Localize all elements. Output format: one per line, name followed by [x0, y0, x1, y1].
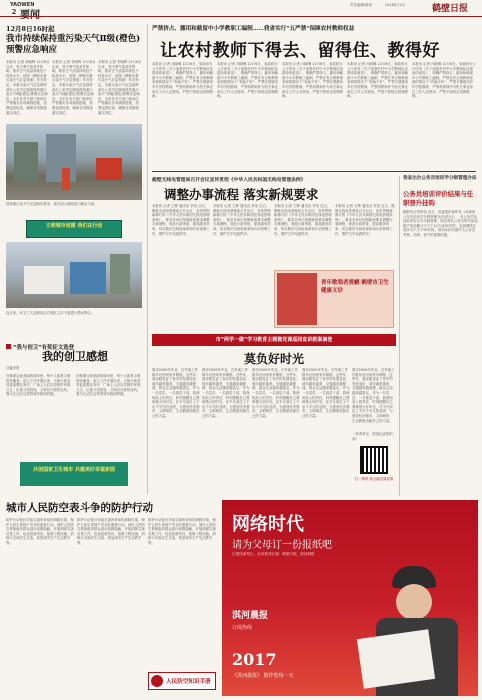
creation-body-col1: 在鹤壁这座美丽的城市里，每个人都是文明的传播者。创卫工作开展以来，大街小巷变得更加整洁有序，广场上人们自觉维护环境卫生，垃圾分类投放，文明出行蔚然成风。我为生活在这样的城市感到骄傲。 [6, 374, 71, 397]
haze-body-col2: 本报讯 记者 李晓辉 12月8日以来，受不利气象条件影响，我市空气质量持续处于较差水平。按照《鹤壁市重污染天气应急预案》有关规定，市重污染天气应急指挥部办公室决定继续保持重污染天气Ⅱ级(橙色)预警应急响应。全市各有关部门和单位严格落实各项减排措施，加强巡查检查，确保各项措施落实到位。 [52, 60, 96, 115]
feature-body-col4: 我市2009年毕业，在外地工作数年后回到家乡鹤壁。这些年，我亲眼见证了家乡的发展变化：城市越来越美，交通越来越便捷，群众生活越来越富足。作为一名党员、一名基层干部，我深知肩上的责任，时刻提醒自己要珍惜大好时光，在平凡岗位上干出不平凡的业绩，为建设经济强市、文明城市、生态鹤壁贡献自己的力量。 [302, 368, 350, 418]
ad-subtitle: 请为父母订一份报纸吧 [232, 540, 332, 551]
rural-body-col4: 本报讯 记者 闫晓琳 12月6日，省政府办公厅印发《关于加强乡村中小学教师队伍建设的意见》，明确严禁挤占、挪用和截留中小学教职工编制，严禁在有合格教师来源的情况下“有编不补”，严禁长期借用乡村学校教师，严禁将教师作为机关事业单位工作人员使用，严禁不按规定招聘教师。 [347, 62, 409, 99]
ad-photo-elderly-reader [352, 560, 478, 696]
radio-body-col2: 本报讯 记者 王辉 通讯员 李莹 近日，鹤壁无线电管理局召开会议，宣传贯彻新修订的《中华人民共和国无线电管理条例》，要求各单位按照新规要求调整办事流程，规范行政审批，提高服务效率，切实做好无线电频率和台站管理工作，维护空中电波秩序。 [213, 204, 271, 236]
airdefense-badge-icon [151, 675, 163, 687]
ad-year-tagline: 《淇河晨报》 陪伴您每一天 [232, 673, 294, 679]
rural-body-col5: 本报讯 记者 闫晓琳 12月6日，省政府办公厅印发《关于加强乡村中小学教师队伍建设的意见》，明确严禁挤占、挪用和截留中小学教职工编制，严禁在有合格教师来源的情况下“有编不补”，严禁长期借用乡村学校教师，严禁将教师作为机关事业单位工作人员使用，严禁不按规定招聘教师。 [412, 62, 476, 99]
haze-photo2-caption: 连日来，环卫工人加班加点对城区主次干道进行洒水降尘。 [6, 311, 95, 315]
feature-headline: 莫负好时光 [243, 352, 304, 366]
ad-hotline: 订阅热线 [232, 625, 253, 631]
feature-body-col1: 我市2009年毕业，在外地工作数年后回到家乡鹤壁。这些年，我亲眼见证了家乡的发展变化：城市越来越美，交通越来越便捷，群众生活越来越富足。作为一名党员、一名基层干部，我深知肩上的责任，时刻提醒自己要珍惜大好时光，在平凡岗位上干出不平凡的业绩，为建设经济强市、文明城市、生态鹤壁贡献自己的力量。 [152, 368, 200, 418]
feature-body-col2: 我市2009年毕业，在外地工作数年后回到家乡鹤壁。这些年，我亲眼见证了家乡的发展变化：城市越来越美，交通越来越便捷，群众生活越来越富足。作为一名党员、一名基层干部，我深知肩上的责任，时刻提醒自己要珍惜大好时光，在平凡岗位上干出不平凡的业绩，为建设经济强市、文明城市、生态鹤壁贡献自己的力量。 [202, 368, 250, 418]
feature-body-col3: 我市2009年毕业，在外地工作数年后回到家乡鹤壁。这些年，我亲眼见证了家乡的发展变化：城市越来越美，交通越来越便捷，群众生活越来越富足。作为一名党员、一名基层干部，我深知肩上的责任，时刻提醒自己要珍惜大好时光，在平凡岗位上干出不平凡的业绩，为建设经济强市、文明城市、生态鹤壁贡献自己的力量。 [252, 368, 300, 418]
civil-servant-article [403, 176, 478, 496]
airdefense-headline: 城市人民防空表斗争的防护行动 [6, 502, 153, 514]
masthead-meta: 责任编辑/新花 [350, 3, 373, 7]
radio-body-col1: 本报讯 记者 王辉 通讯员 李莹 近日，鹤壁无线电管理局召开会议，宣传贯彻新修订的《中华人民共和国无线电管理条例》，要求各单位按照新规要求调整办事流程，规范行政审批，提高服务效率，切实做好无线电频率和台站管理工作，维护空中电波秩序。 [152, 204, 210, 236]
haze-dateline: 12月8日16时起 [6, 25, 55, 33]
airdefense-body-col2: 防护行动是针对敌空袭所采取的消除后果、保护人民生命财产安全的重要行动。城市人民防空系统组织群众进行疏散隐蔽，开展消除空袭后果工作，包括抢救伤员、抢修工程设施、消除火灾和次生灾害、恢复城市生产生活秩序等。 [77, 518, 145, 545]
ad-year: 2017 [232, 650, 277, 669]
section-name [20, 6, 40, 21]
subscription-ad[interactable] [222, 500, 478, 696]
airdefense-badge [148, 672, 216, 690]
creation-essay [6, 334, 144, 494]
paper-name-logo: 鹤壁日报 [432, 4, 469, 14]
airdefense-body-col3: 防护行动是针对敌空袭所采取的消除后果、保护人民生命财产安全的重要行动。城市人民防空系统组织群众进行疏散隐蔽，开展消除空袭后果工作，包括抢救伤员、抢修工程设施、消除火灾和次生灾害、恢复城市生产生活秩序等。 [148, 518, 216, 545]
feature-header-bar [152, 334, 396, 346]
airdefense-body-col1: 防护行动是针对敌空袭所采取的消除后果、保护人民生命财产安全的重要行动。城市人民防空系统组织群众进行疏散隐蔽，开展消除空袭后果工作，包括抢救伤员、抢修工程设施、消除火灾和次生灾害、恢复城市生产生活秩序等。 [6, 518, 74, 545]
creation-byline: □崔天宏 [6, 366, 20, 370]
radio-kicker: 鹤壁无线电管理局召开会议宣传贯彻《中华人民共和国无线电管理条例》 [152, 177, 306, 183]
ad-title: 网络时代 [232, 514, 304, 535]
rural-body-col3: 本报讯 记者 闫晓琳 12月6日，省政府办公厅印发《关于加强乡村中小学教师队伍建设的意见》，明确严禁挤占、挪用和截留中小学教职工编制，严禁在有合格教师来源的情况下“有编不补”，严禁长期借用乡村学校教师，严禁将教师作为机关事业单位工作人员使用，严禁不按规定招聘教师。 [282, 62, 344, 99]
civil-headline: 公务员培训评价结果与任职晋升挂钩 [403, 190, 474, 207]
ad-product-name: 淇河晨报 [232, 611, 269, 621]
health-ad-photo [277, 273, 317, 325]
rural-headline: 让农村教师下得去、留得住、教得好 [160, 41, 440, 61]
creation-slogan: 共创国家卫生城市 共建美好幸福家园 [33, 467, 115, 473]
haze-body-col3: 本报讯 记者 李晓辉 12月8日以来，受不利气象条件影响，我市空气质量持续处于较差水平。按照《鹤壁市重污染天气应急预案》有关规定，市重污染天气应急指挥部办公室决定继续保持重污染天气Ⅱ级(橙色)预警应急响应。全市各有关部门和单位严格落实各项减排措施，加强巡查检查，确保各项措施落实到位。 [98, 60, 142, 115]
feature-qr-label: 扫二维码 看全篇党课视频 [354, 477, 394, 481]
creation-body-col2: 在鹤壁这座美丽的城市里，每个人都是文明的传播者。创卫工作开展以来，大街小巷变得更加整洁有序，广场上人们自觉维护环境卫生，垃圾分类投放，文明出行蔚然成风。我为生活在这样的城市感到骄傲。 [76, 374, 141, 397]
masthead [0, 0, 482, 16]
health-ad-text: 青年歌唱者黄鹂 鹤壁市卫生健康义诊 [321, 280, 389, 294]
haze-headline: 我市持续保持重污染天气Ⅱ级(橙色)预警应急响应 [6, 34, 141, 55]
rural-body-col2: 本报讯 记者 闫晓琳 12月6日，省政府办公厅印发《关于加强乡村中小学教师队伍建设的意见》，明确严禁挤占、挪用和截留中小学教职工编制，严禁在有合格教师来源的情况下“有编不补”，严禁长期借用乡村学校教师，严禁将教师作为机关事业单位工作人员使用，严禁不按规定招聘教师。 [217, 62, 279, 99]
feature-qr-code[interactable] [360, 446, 388, 474]
airdefense-article [6, 500, 216, 696]
airdefense-badge-text: 人民防空知识手册 [166, 679, 211, 685]
masthead-date: 2018年12月 [385, 3, 406, 7]
masthead-rule [0, 16, 482, 17]
creation-banner [26, 220, 122, 238]
feature-kicker: 市“两学一做”学习教育主题微党课巡回宣讲教案摘登 [215, 337, 333, 343]
ad-small-text: 日报扶助每日、全市报刊订阅：鹤壁日报、淇河晨报 [232, 552, 315, 556]
rural-teacher-article [152, 24, 476, 170]
feature-body-col5: 我市2009年毕业，在外地工作数年后回到家乡鹤壁。这些年，我亲眼见证了家乡的发展变化：城市越来越美，交通越来越便捷，群众生活越来越富足。作为一名党员、一名基层干部，我深知肩上的责任，时刻提醒自己要珍惜大好时光，在平凡岗位上干出不平凡的业绩，为建设经济强市、文明城市、生态鹤壁贡献自己的力量。 [352, 368, 395, 423]
page-number-badge: 2 [11, 8, 17, 16]
creation-topic [6, 334, 144, 351]
haze-photo-water-truck [6, 242, 142, 308]
col-divider-1 [147, 24, 148, 494]
creation-topic-text: “我与创卫”有奖征文选登 [13, 345, 74, 351]
rural-rule [152, 171, 476, 172]
radio-article [152, 176, 396, 330]
haze-article [6, 24, 144, 334]
radio-headline: 调整办事流程 落实新规要求 [164, 187, 319, 202]
health-ad-box [274, 270, 394, 328]
creation-slogan-box [20, 462, 128, 486]
creation-headline: 我的创卫感想 [42, 350, 108, 363]
haze-photo-caption: 按照重污染天气应急响应要求，我市加大道路清扫保洁力度。 [6, 202, 98, 206]
haze-body: 本报讯 记者 李晓辉 12月8日以来，受不利气象条件影响，我市空气质量持续处于较差水平。按照《鹤壁市重污染天气应急预案》有关规定，市重污染天气应急指挥部办公室决定继续保持重污染天气Ⅱ级(橙色)预警应急响应。全市各有关部门和单位严格落实各项减排措施，加强巡查检查，确保各项措施落实到位。 [6, 60, 50, 115]
radio-body-col4: 本报讯 记者 王辉 通讯员 李莹 近日，鹤壁无线电管理局召开会议，宣传贯彻新修订的《中华人民共和国无线电管理条例》，要求各单位按照新规要求调整办事流程，规范行政审批，提高服务效率，切实做好无线电频率和台站管理工作，维护空中电波秩序。 [335, 204, 395, 236]
civil-kicker: 我省出台公务员培训学分制管理办法 [403, 176, 477, 181]
rural-kicker: 严禁挤占、挪用和截留中小学教职工编制……我省实行“五严禁”保障农村教师权益 [152, 26, 355, 32]
creation-banner-text: 文明城市创建 我们在行动 [45, 223, 103, 229]
rural-body-col1: 本报讯 记者 闫晓琳 12月6日，省政府办公厅印发《关于加强乡村中小学教师队伍建设的意见》，明确严禁挤占、挪用和截留中小学教职工编制，严禁在有合格教师来源的情况下“有编不补”，严禁长期借用乡村学校教师，严禁将教师作为机关事业单位工作人员使用，严禁不按规定招聘教师。 [152, 62, 214, 99]
haze-photo-street-sweeper [6, 124, 142, 200]
masthead-pinyin: YAOWEN [10, 2, 35, 8]
col-divider-2 [399, 176, 400, 496]
radio-body-col3: 本报讯 记者 王辉 通讯员 李莹 近日，鹤壁无线电管理局召开会议，宣传贯彻新修订的《中华人民共和国无线电管理条例》，要求各单位按照新规要求调整办事流程，规范行政审批，提高服务效率，切实做好无线电频率和台站管理工作，维护空中电波秩序。 [274, 204, 332, 236]
feature-author: （作者单位：淇滨区委组织部） [352, 432, 393, 441]
civil-body: 据新华社郑州电 近日，省委组织部印发《河南省公务员培训学分制管理办法(试行)》，对公务员参加培训实行学分制管理，规定每名公务员每年参加脱产培训累计不少于12天或90学时，参加网络在线学习不少于50学时。培训评价结果作为公务员考核、任职、晋升的重要依据。 [403, 210, 478, 237]
